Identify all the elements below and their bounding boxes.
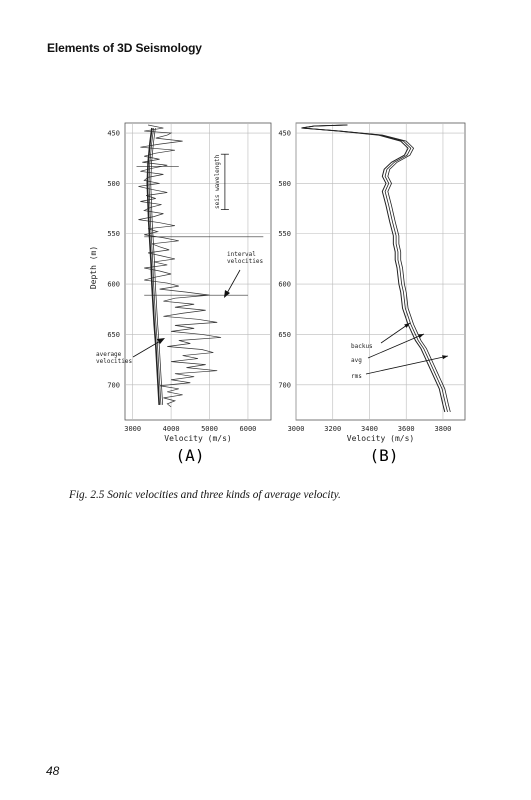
panel-a-chart (89, 123, 271, 443)
plot-frame (125, 123, 271, 420)
panel-a-label: (A) (175, 446, 205, 465)
arrow-head (224, 290, 230, 298)
figure-caption: Fig. 2.5 Sonic velocities and three kinds of average velocity. (69, 489, 341, 501)
annotation-avg: avg (351, 357, 362, 364)
x-tick-label: 6000 (239, 425, 257, 433)
annotation-backus: backus (351, 343, 373, 350)
y-tick-label: 650 (107, 330, 120, 339)
annotation-average-velocities: average velocities (96, 351, 133, 365)
x-axis-label: Velocity (m/s) (164, 434, 232, 443)
annotation-seis-wavelength: seis wavelength (213, 154, 221, 209)
annotation-arrow (226, 270, 240, 295)
arrow-head (157, 338, 165, 344)
y-tick-label: 650 (278, 330, 291, 339)
x-tick-label: 3400 (361, 425, 378, 433)
y-tick-label: 600 (107, 280, 120, 289)
y-tick-label: 700 (107, 381, 120, 390)
panel-b-label: (B) (369, 446, 399, 465)
series-avg (302, 125, 448, 412)
y-tick-label: 450 (107, 129, 120, 138)
y-axis-label: Depth (m) (89, 245, 98, 290)
arrow-head (418, 334, 424, 338)
x-tick-label: 3200 (324, 425, 342, 433)
x-axis-label: Velocity (m/s) (346, 434, 415, 443)
y-tick-label: 450 (278, 129, 291, 138)
x-tick-label: 3800 (434, 425, 452, 433)
running-head: Elements of 3D Seismology (47, 41, 202, 55)
y-tick-label: 550 (278, 230, 291, 239)
annotation-arrow (366, 356, 448, 374)
x-tick-label: 5000 (201, 425, 218, 433)
y-tick-label: 600 (278, 280, 291, 289)
panel-b-chart (278, 123, 465, 443)
series-backus (302, 125, 445, 412)
series-rms (302, 125, 451, 412)
annotation-interval-velocities: interval velocities (227, 251, 264, 265)
x-tick-label: 3600 (397, 425, 415, 433)
y-tick-label: 550 (107, 230, 120, 239)
annotation-rms: rms (351, 373, 362, 380)
y-tick-label: 500 (278, 179, 291, 188)
y-tick-label: 500 (107, 179, 120, 188)
annotation-arrow (368, 334, 424, 358)
x-tick-label: 3000 (124, 425, 142, 433)
y-tick-label: 700 (278, 381, 291, 390)
x-tick-label: 3000 (287, 425, 305, 433)
page-number: 48 (46, 764, 60, 778)
plot-frame (296, 123, 465, 420)
x-tick-label: 4000 (162, 425, 180, 433)
